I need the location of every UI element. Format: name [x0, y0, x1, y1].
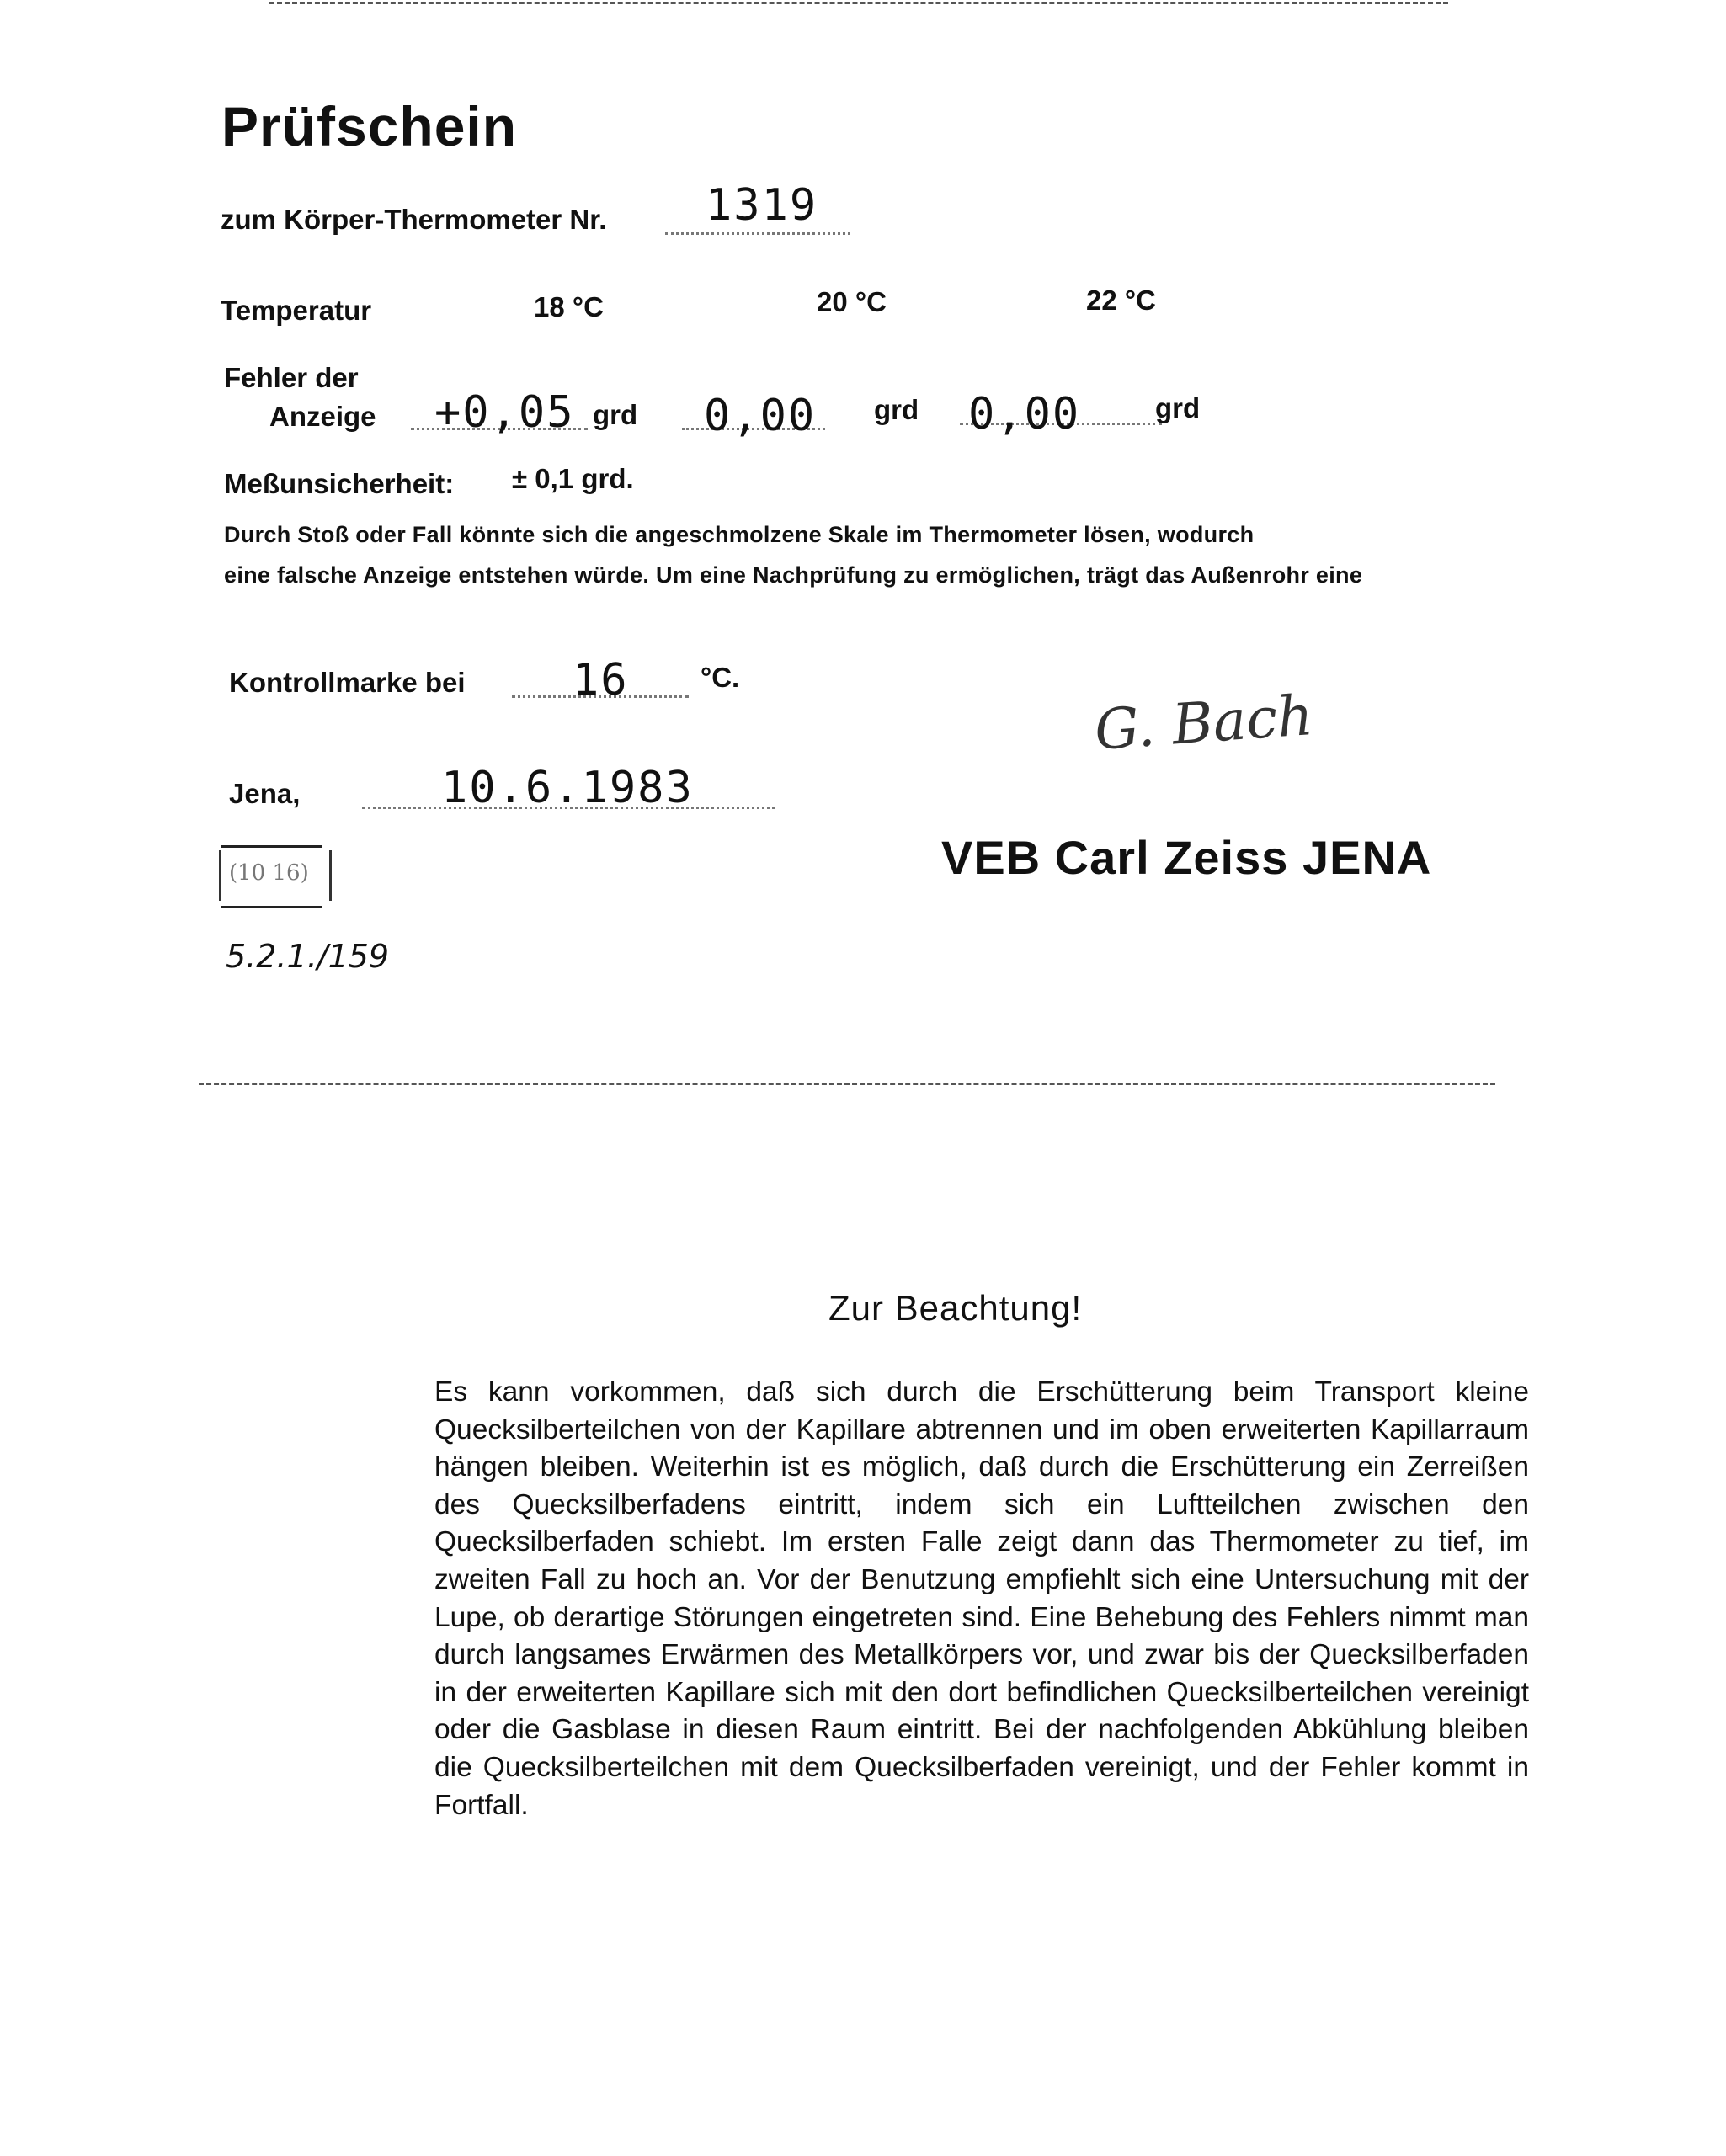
control-unit: °C.: [701, 662, 740, 693]
page-title: Prüfschein: [221, 95, 518, 157]
control-value: 16: [573, 655, 629, 705]
thermometer-dots: [665, 231, 850, 235]
error-label-line1: Fehler der: [224, 362, 359, 393]
temperature-2: 20 °C: [817, 286, 887, 317]
control-label: Kontrollmarke bei: [229, 667, 466, 698]
thermometer-number: 1319: [706, 180, 818, 231]
error-unit-2: grd: [874, 394, 919, 425]
notice-text: Es kann vorkommen, daß sich durch die Erschütterung beim Transport kleine Quecksilberteilchen von der Kapillare abtrennen und im oben erweiterten Kapillarraum hängen bleiben. Weiterhin ist es möglich, daß durch die Erschütterung ein Zerreißen des Quecksilberfadens eintritt, indem sich ein Luftteilchen zwischen den Quecksilberfaden schiebt. Im ersten Falle zeigt dann das Thermometer zu tief, im zweiten Fall zu hoch an. Vor der Benutzung empfiehlt sich eine Untersuchung mit der Lupe, ob derartige Störungen eingetreten sind. Eine Behebung des Fehlers nimmt man durch langsames Erwärmen des Metallkörpers vor, und zwar bis der Quecksilberfaden in der erweiterten Kapillare sich mit den dort befindlichen Quecksilberteilchen vereinigt oder die Gasblase in diesen Raum eintritt. Bei der nachfolgenden Abkühlung bleiben die Quecksilberteilchen mit dem Quecksilberfaden vereinigt, und der Fehler kommt in Fortfall.: [434, 1376, 1529, 1821]
notice-title: Zur Beachtung!: [828, 1288, 1083, 1328]
note-line-2: eine falsche Anzeige entstehen würde. Um eine Nachprüfung zu ermöglichen, trägt das Außenrohr eine: [224, 562, 1363, 588]
reference-number: 5.2.1./159: [226, 938, 390, 975]
divider-line: [199, 1083, 1495, 1085]
error-value-3: 0,00: [968, 389, 1081, 439]
date-value: 10.6.1983: [441, 763, 694, 813]
uncertainty-label: Meßunsicherheit:: [224, 468, 455, 499]
uncertainty-value: ± 0,1 grd.: [512, 463, 634, 494]
temperature-3: 22 °C: [1086, 285, 1156, 316]
error-value-2: 0,00: [704, 391, 817, 441]
place-label: Jena,: [229, 778, 301, 809]
error-unit-1: grd: [593, 399, 638, 430]
stamp-top-line: [221, 845, 322, 848]
stamp-text: (10 16): [229, 860, 309, 886]
top-edge-line: [269, 2, 1448, 4]
error-label-line2: Anzeige: [269, 401, 376, 432]
thermometer-label: zum Körper-Thermometer Nr.: [221, 204, 607, 235]
stamp-bottom-line: [221, 906, 322, 908]
temperature-1: 18 °C: [534, 291, 604, 322]
signature: G. Bach: [1092, 683, 1316, 763]
error-unit-3: grd: [1155, 392, 1201, 423]
temperature-label: Temperatur: [221, 295, 372, 326]
note-line-1: Durch Stoß oder Fall könnte sich die angeschmolzene Skale im Thermometer lösen, wodurch: [224, 522, 1255, 547]
company-name: VEB Carl Zeiss JENA: [941, 831, 1432, 884]
error-value-1: +0,05: [434, 387, 575, 438]
